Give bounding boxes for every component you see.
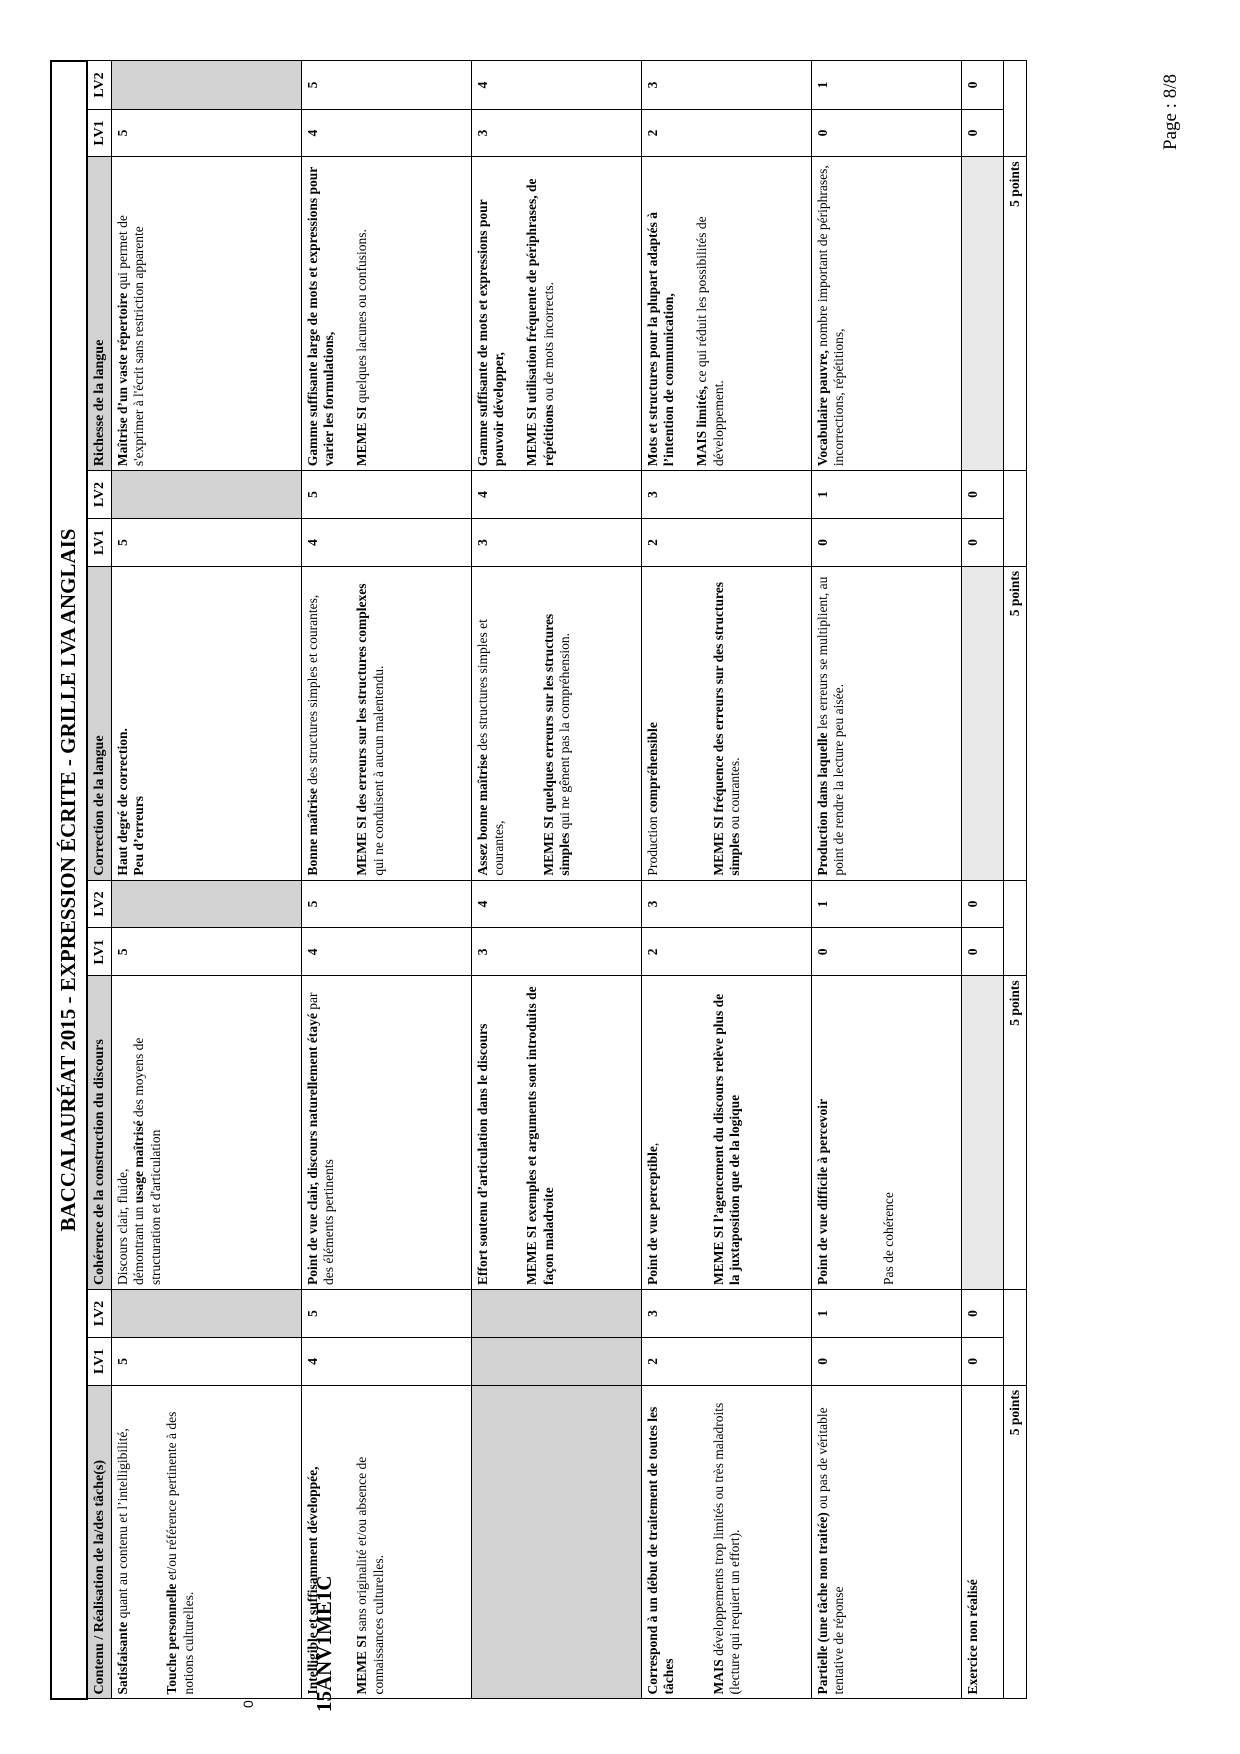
rotated-grid-sheet <box>50 60 1020 1700</box>
header-lv2: LV2 <box>87 880 112 928</box>
score-cell-lv2 <box>471 1290 641 1338</box>
score-cell-lv1: 3 <box>471 109 641 157</box>
header-lv2: LV2 <box>87 1290 112 1338</box>
criterion-cell: Bonne maîtrise des structures simples et courantes, MEME SI des erreurs sur les structures complexes qui ne conduisent à aucun malentendu. <box>301 566 471 880</box>
header-row <box>87 61 112 1699</box>
score-cell-lv2: 1 <box>811 471 961 519</box>
criterion-cell <box>471 1385 641 1699</box>
score-cell-lv2: 4 <box>471 471 641 519</box>
criterion-cell: Intelligible et suffisamment développée, MEME SI sans originalité et/ou absence de connaissances culturelles. <box>301 1385 471 1699</box>
score-cell-lv2: 1 <box>811 880 961 928</box>
score-cell-lv1: 2 <box>641 518 811 566</box>
criterion-cell: Haut degré de correction. Peu d’erreurs <box>111 566 301 880</box>
score-cell-lv2: 4 <box>471 61 641 109</box>
header-lv1: LV1 <box>87 109 112 157</box>
grid-row <box>961 61 1003 1699</box>
criterion-cell: Assez bonne maîtrise des structures simples et courantes, MEME SI quelques erreurs sur les structures simples qui ne gênent pas la compréhension. <box>471 566 641 880</box>
score-cell-lv2: 0 <box>961 61 1003 109</box>
score-cell-lv1: 2 <box>641 109 811 157</box>
score-cell-lv2: 3 <box>641 1290 811 1338</box>
criterion-cell: Maîtrise d’un vaste répertoire qui permet de s'exprimer à l'écrit sans restriction apparente <box>111 157 301 471</box>
score-cell-lv1: 5 <box>111 109 301 157</box>
points-spacer <box>1003 61 1026 157</box>
score-cell-lv2 <box>111 1290 301 1338</box>
score-cell-lv1: 0 <box>961 518 1003 566</box>
grid-body <box>111 61 1003 1699</box>
criterion-cell: Gamme suffisante de mots et expressions pour pouvoir développer, MEME SI utilisation fréquente de périphrases, de répétitions ou de mots incorrects. <box>471 157 641 471</box>
header-correction: Correction de la langue <box>87 566 112 880</box>
score-cell-lv1: 5 <box>111 928 301 976</box>
criterion-cell: Mots et structures pour la plupart adaptés à l’intention de communication, MAIS limités, ce qui réduit les possibilités de développement. <box>641 157 811 471</box>
score-cell-lv2: 5 <box>301 61 471 109</box>
points-row <box>1003 61 1026 1699</box>
criterion-cell: Point de vue perceptible, MEME SI l’agencement du discours relève plus de la juxtaposition que de la logique <box>641 976 811 1290</box>
criterion-cell: Correspond à un début de traitement de toutes les tâches MAIS développements trop limités ou très maladroits (lecture qui requiert un effort). <box>641 1385 811 1699</box>
criterion-cell: Satisfaisante quant au contenu et l’intelligibilité, Touche personnelle et/ou référence pertinente à des notions culturelles. <box>111 1385 301 1699</box>
score-cell-lv2: 4 <box>471 880 641 928</box>
criterion-cell: Point de vue clair, discours naturellement étayé par des éléments pertinents <box>301 976 471 1290</box>
page-number: Page : 8/8 <box>1160 74 1181 150</box>
grid-row <box>301 61 471 1699</box>
score-cell-lv1: 4 <box>301 928 471 976</box>
points-total: 5 points <box>1003 976 1026 1290</box>
points-spacer <box>1003 471 1026 567</box>
score-cell-lv2: 5 <box>301 1290 471 1338</box>
score-cell-lv2: 1 <box>811 61 961 109</box>
points-spacer <box>1003 880 1026 976</box>
score-cell-lv1: 5 <box>111 1337 301 1385</box>
criterion-cell <box>961 566 1003 880</box>
header-lv1: LV1 <box>87 928 112 976</box>
score-cell-lv1: 0 <box>961 109 1003 157</box>
criterion-cell: Production compréhensible MEME SI fréquence des erreurs sur des structures simples ou courantes. <box>641 566 811 880</box>
score-cell-lv1: 0 <box>811 109 961 157</box>
stray-zero: 0 <box>240 1700 256 1708</box>
score-cell-lv2: 0 <box>961 880 1003 928</box>
criterion-cell: Discours clair, fluide, démontrant un usage maîtrisé des moyens de structuration et d'articulation <box>111 976 301 1290</box>
score-cell-lv2: 5 <box>301 471 471 519</box>
grid-row <box>471 61 641 1699</box>
score-cell-lv2 <box>111 880 301 928</box>
score-cell-lv1: 0 <box>811 928 961 976</box>
score-cell-lv1: 2 <box>641 1337 811 1385</box>
grid-title: BACCALAURÉAT 2015 - EXPRESSION ÉCRITE - GRILLE LVA ANGLAIS <box>51 61 87 1699</box>
points-spacer <box>1003 1290 1026 1386</box>
score-cell-lv2: 5 <box>301 880 471 928</box>
grid-row <box>811 61 961 1699</box>
score-cell-lv1: 5 <box>111 518 301 566</box>
score-cell-lv1: 3 <box>471 518 641 566</box>
points-total: 5 points <box>1003 1385 1026 1699</box>
criterion-cell: Gamme suffisante large de mots et expressions pour varier les formulations, MEME SI quelques lacunes ou confusions. <box>301 157 471 471</box>
score-cell-lv2: 0 <box>961 1290 1003 1338</box>
criterion-cell <box>961 157 1003 471</box>
score-cell-lv2 <box>111 61 301 109</box>
header-richesse: Richesse de la langue <box>87 157 112 471</box>
score-cell-lv1: 0 <box>961 1337 1003 1385</box>
score-cell-lv1 <box>471 1337 641 1385</box>
score-cell-lv2: 1 <box>811 1290 961 1338</box>
score-cell-lv1: 0 <box>811 518 961 566</box>
header-contenu: Contenu / Réalisation de la/des tâche(s) <box>87 1385 112 1699</box>
header-lv2: LV2 <box>87 61 112 109</box>
criterion-cell: Production dans laquelle les erreurs se multiplient, au point de rendre la lecture peu aisée. <box>811 566 961 880</box>
grid-row <box>641 61 811 1699</box>
score-cell-lv1: 4 <box>301 518 471 566</box>
criterion-cell: Partielle (une tâche non traitée) ou pas de véritable tentative de réponse <box>811 1385 961 1699</box>
criterion-cell: Exercice non réalisé <box>961 1385 1003 1699</box>
document-code: 15ANV1ME1C <box>312 1575 336 1712</box>
score-cell-lv1: 0 <box>961 928 1003 976</box>
criterion-cell <box>961 976 1003 1290</box>
score-cell-lv2 <box>111 471 301 519</box>
criterion-cell: Vocabulaire pauvre, nombre important de périphrases, incorrections, répétitions, <box>811 157 961 471</box>
score-cell-lv1: 2 <box>641 928 811 976</box>
score-cell-lv2: 3 <box>641 61 811 109</box>
header-coherence: Cohérence de la construction du discours <box>87 976 112 1290</box>
header-lv2: LV2 <box>87 471 112 519</box>
grading-grid-table <box>50 60 1027 1700</box>
score-cell-lv1: 0 <box>811 1337 961 1385</box>
title-row <box>51 61 87 1699</box>
score-cell-lv1: 4 <box>301 1337 471 1385</box>
grid-row <box>111 61 301 1699</box>
score-cell-lv2: 0 <box>961 471 1003 519</box>
score-cell-lv1: 3 <box>471 928 641 976</box>
score-cell-lv2: 3 <box>641 471 811 519</box>
score-cell-lv2: 3 <box>641 880 811 928</box>
header-lv1: LV1 <box>87 1337 112 1385</box>
points-total: 5 points <box>1003 566 1026 880</box>
score-cell-lv1: 4 <box>301 109 471 157</box>
criterion-cell: Point de vue difficile à percevoir Pas de cohérence <box>811 976 961 1290</box>
criterion-cell: Effort soutenu d’articulation dans le discours MEME SI exemples et arguments sont introduits de façon maladroite <box>471 976 641 1290</box>
points-total: 5 points <box>1003 157 1026 471</box>
header-lv1: LV1 <box>87 518 112 566</box>
